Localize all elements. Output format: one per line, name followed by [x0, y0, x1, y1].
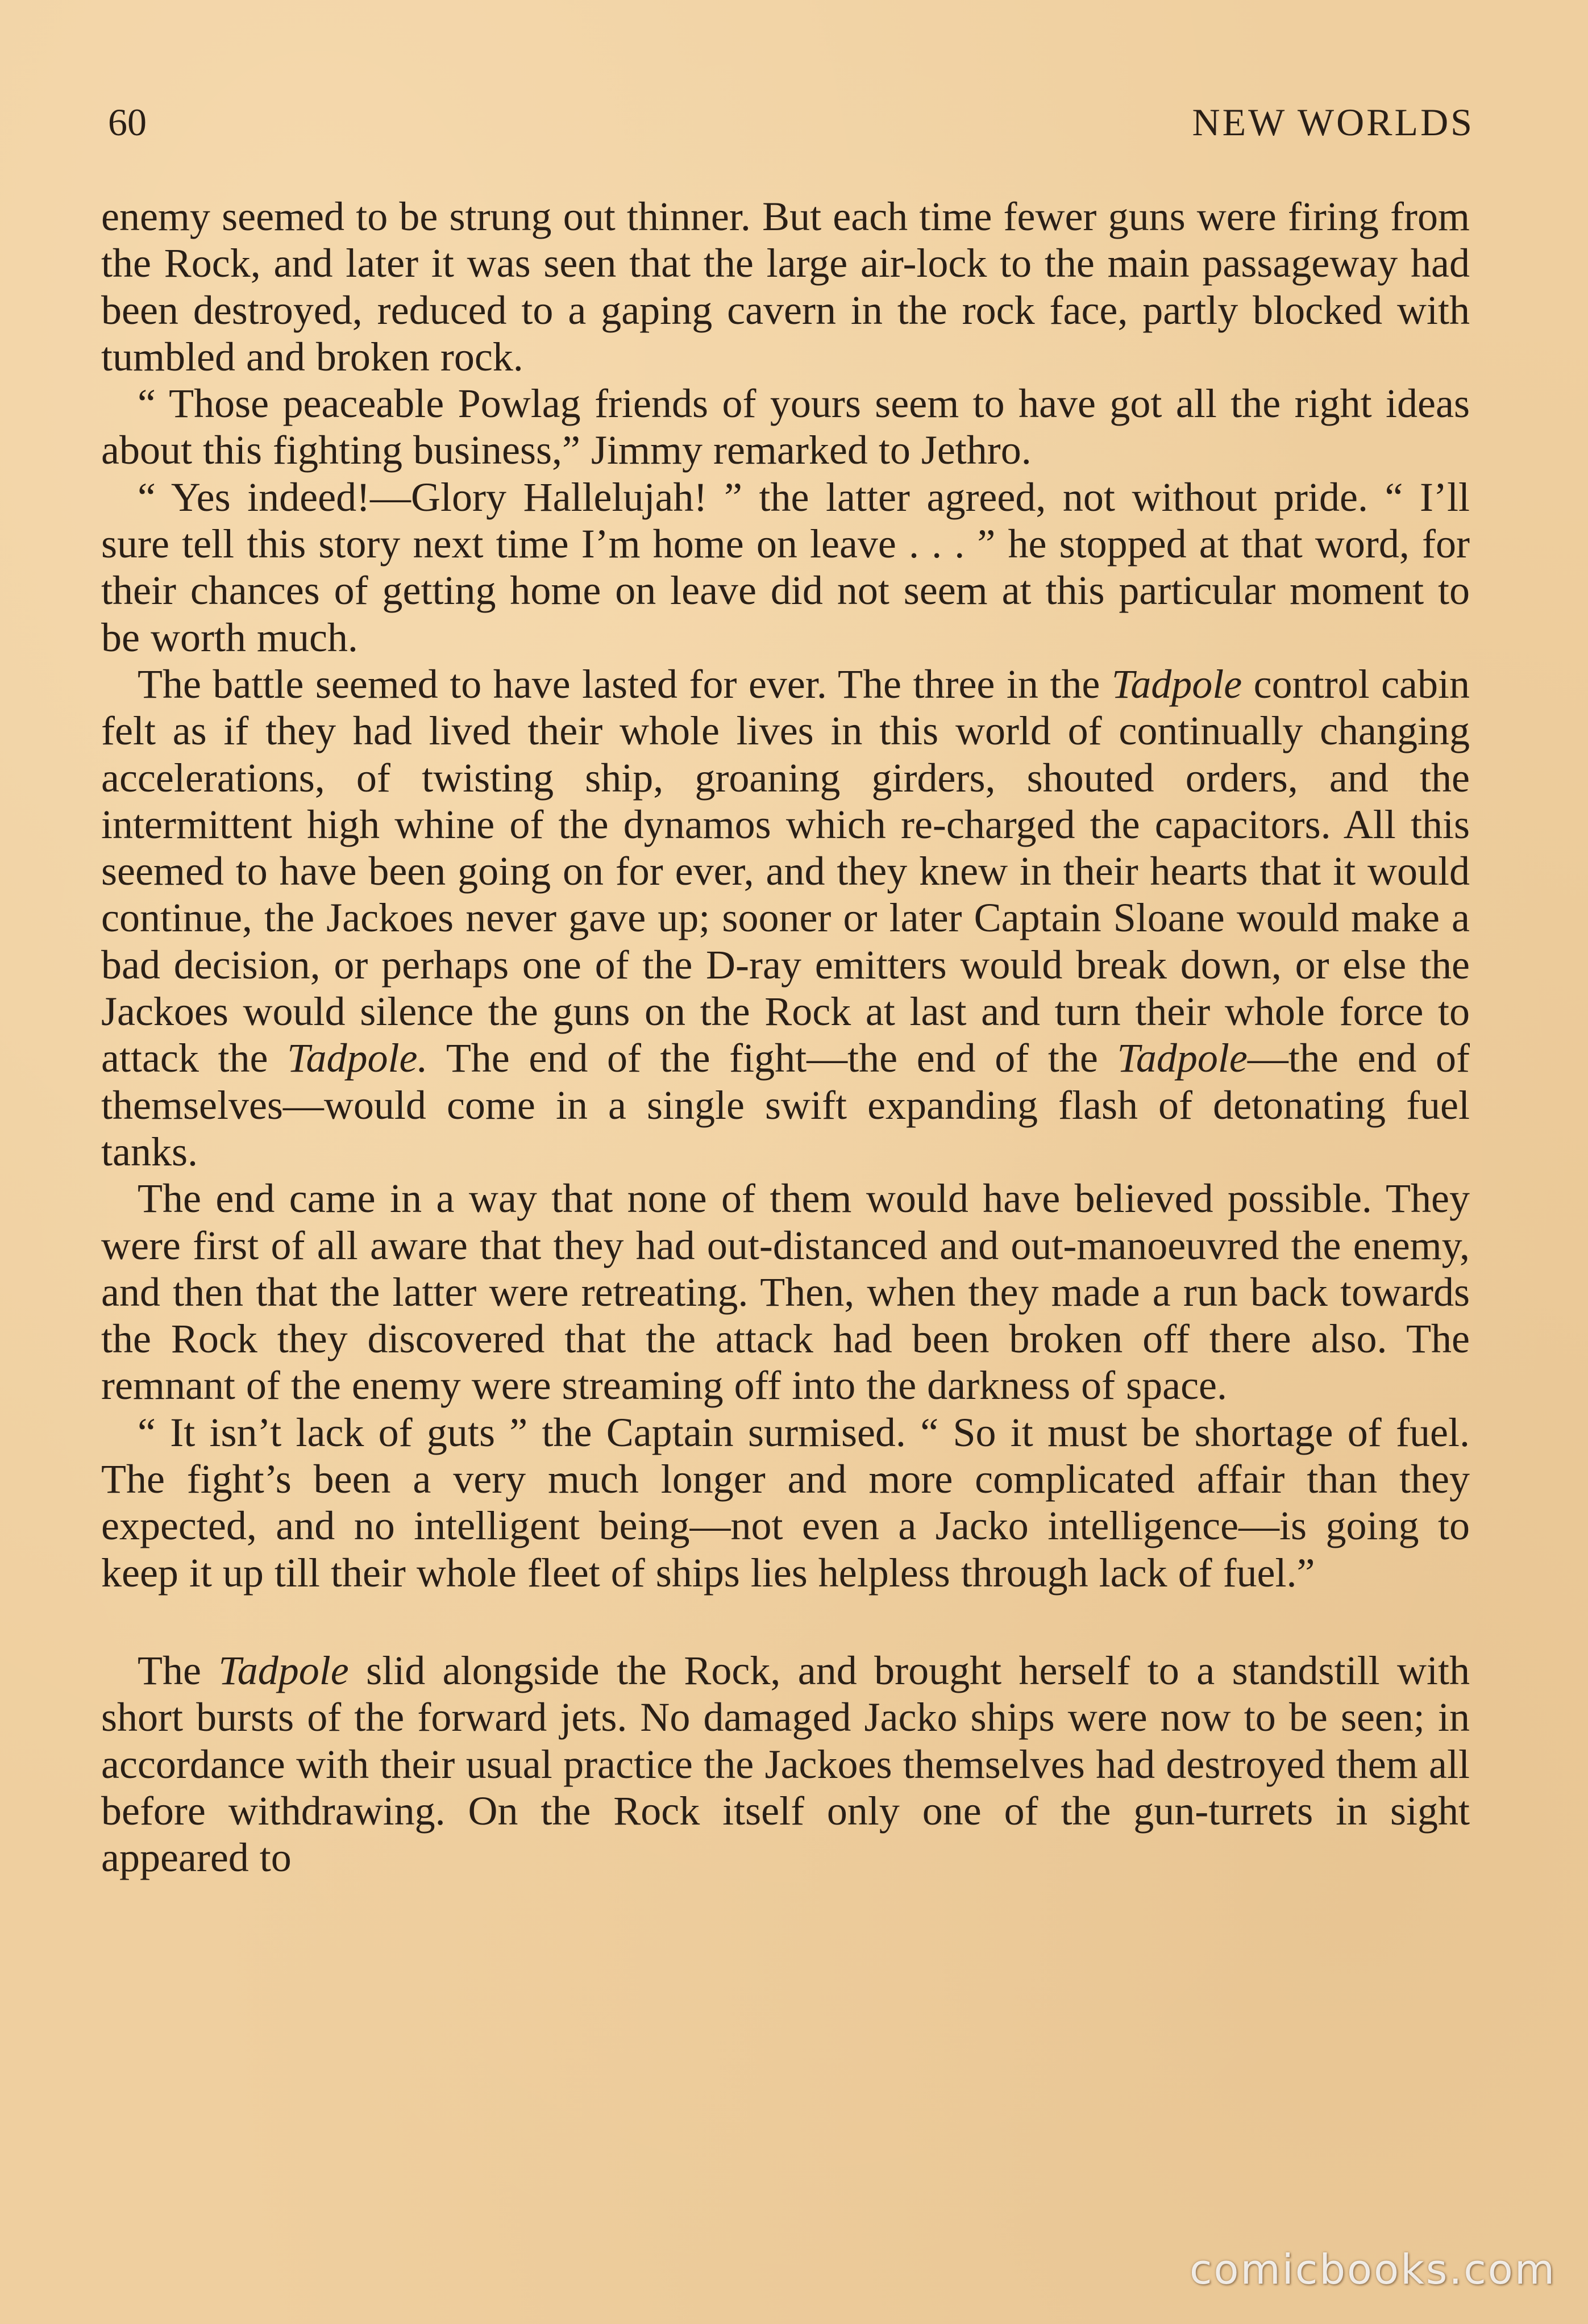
text-run: “ It isn’t lack of guts ” the Captain surmised. “ So it must be shortage of fuel. The fight’s been a very much longer and more complicated affair than they expected, and no intelligent being—not even a Jacko intelligence—is going to keep it up till their whole fleet of ships lies helpless through lack of fuel.”	[101, 1409, 1470, 1596]
section-break	[101, 1596, 1470, 1647]
paragraph	[101, 193, 1470, 380]
paragraph	[101, 661, 1470, 1175]
body-text	[101, 193, 1470, 1881]
text-run: enemy seemed to be strung out thinner. But each time fewer guns were firing from the Rock, and later it was seen that the large air-lock to the main passageway had been destroyed, reduced to a gaping cavern in the rock face, partly blocked with tumbled and broken rock.	[101, 194, 1470, 380]
text-run: slid alongside the Rock, and brought herself to a standstill with short bursts of the forward jets. No damaged Jacko ships were now to be seen; in accordance with their usual practice the Jackoes themselves had destroyed them all before withdrawing. On the Rock itself only one of the gun-turrets in sight appeared to	[101, 1647, 1470, 1881]
text-run: The battle seemed to have lasted for ever. The three in the	[138, 661, 1112, 707]
paragraph	[101, 1175, 1470, 1409]
paragraph	[101, 1647, 1470, 1881]
page-number: 60	[108, 101, 147, 144]
text-run: —the end of themselves—would come in a single swift expanding flash of detonating fuel tanks.	[101, 1035, 1470, 1175]
text-run: The	[138, 1647, 219, 1693]
paragraph	[101, 1409, 1470, 1596]
text-run: “ Yes indeed!—Glory Hallelujah! ” the latter agreed, not without pride. “ I’ll sure tell this story next time I’m home on leave . . . ” he stopped at that word, for their chances of getting home on leave did not seem at this particular moment to be worth much.	[101, 474, 1470, 660]
paragraph	[101, 474, 1470, 661]
italic-ship-name: Tadpole	[1111, 661, 1242, 707]
italic-ship-name: Tadpole.	[287, 1035, 428, 1081]
italic-ship-name: Tadpole	[1117, 1035, 1248, 1081]
page-header	[108, 97, 1474, 148]
text-run: “ Those peaceable Powlag friends of yours seem to have got all the right ideas about this fighting business,” Jimmy remarked to Jethro.	[101, 381, 1470, 473]
italic-ship-name: Tadpole	[218, 1647, 349, 1693]
text-run: The end came in a way that none of them would have believed possible. They were first of all aware that they had out-distanced and out-manoeuvred the enemy, and then that the latter were retreating. Then, when they made a run back towards the Rock they discovered that the attack had been broken off there also. The remnant of the enemy were streaming off into the darkness of space.	[101, 1176, 1470, 1409]
watermark: comicbooks.com	[1189, 2246, 1556, 2293]
text-run: The end of the fight—the end of the	[427, 1035, 1117, 1081]
paragraph	[101, 380, 1470, 474]
running-head: NEW WORLDS	[1192, 101, 1474, 144]
text-run: control cabin felt as if they had lived their whole lives in this world of continually changing accelerations, of twisting ship, groaning girders, shouted orders, and the intermittent high whine of the dynamos which re-charged the capacitors. All this seemed to have been going on for ever, and they knew in their hearts that it would continue, the Jackoes never gave up; sooner or later Captain Sloane would make a bad decision, or perhaps one of the D-ray emitters would break down, or else the Jackoes would silence the guns on the Rock at last and turn their whole force to attack the	[101, 661, 1470, 1081]
